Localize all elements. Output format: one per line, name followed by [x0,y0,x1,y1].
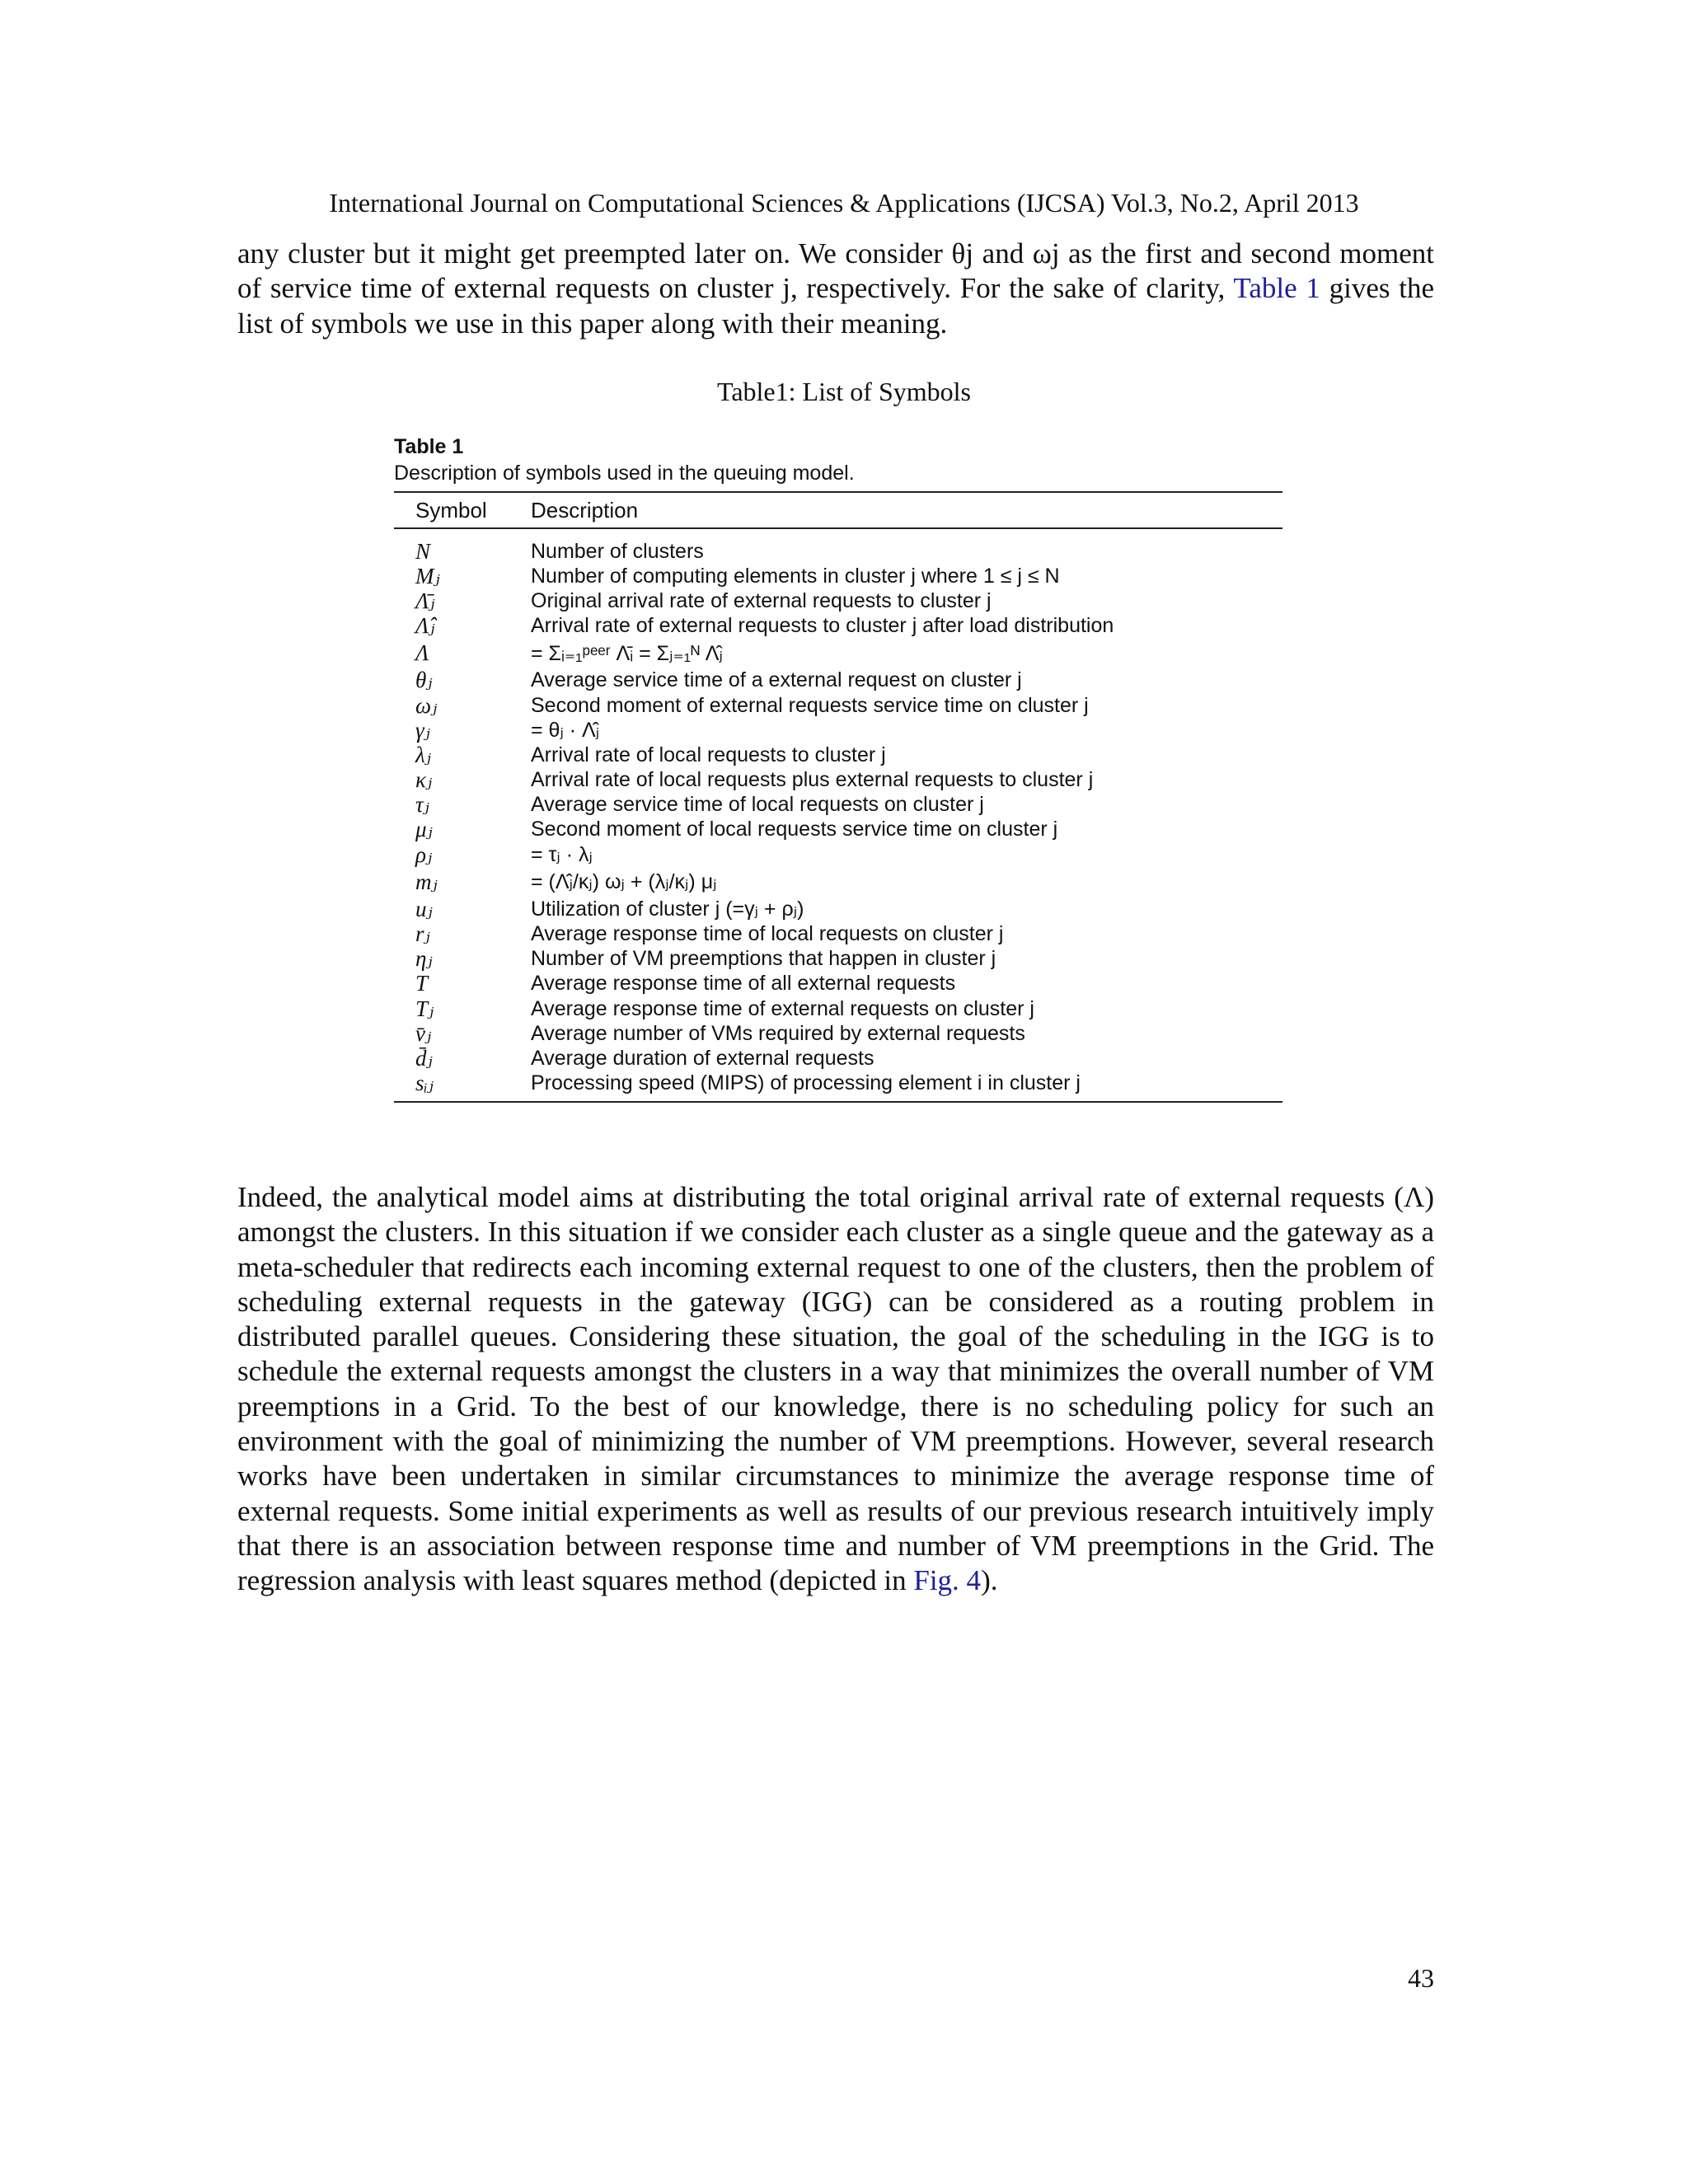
table-row [394,842,1282,867]
table-row [394,1071,1282,1096]
paragraph-intro [237,237,1434,341]
description-cell: Processing speed (MIPS) of processing element i in cluster j [531,1071,1081,1095]
table-label: Table 1 [394,435,464,458]
header-symbol: Symbol [415,497,487,523]
paragraph-intro-text-b: gives the list of symbols we use in this paper along with their meaning. [237,272,1434,340]
table-row [394,1021,1282,1046]
table-bottom-rule [394,1101,1282,1103]
table-row [394,768,1282,793]
description-cell: Average service time of a external request on cluster j [531,668,1022,692]
symbol-cell: v̄ⱼ [415,1020,432,1046]
description-cell: Arrival rate of local requests to cluster j [531,743,886,766]
paragraph-intro-text-a: any cluster but it might get preempted later on. We consider θj and ωj as the first and second moment of service time of external requests on cluster j, respectively. For the sake of clarity, [237,237,1434,305]
table-row [394,921,1282,946]
description-cell: = Σᵢ₌₁ᵖᵉᵉʳ Λ̄ᵢ = Σⱼ₌₁ᴺ Λ̂ⱼ [531,641,723,665]
table-row [394,564,1282,588]
table-caption: Table1: List of Symbols [717,377,971,406]
symbol-cell: mⱼ [415,869,438,894]
description-cell: Number of computing elements in cluster j where 1 ≤ j ≤ N [531,564,1060,588]
description-cell: Arrival rate of local requests plus external requests to cluster j [531,768,1094,792]
symbol-cell: ωⱼ [415,692,438,718]
table-row [394,743,1282,767]
table-row [394,588,1282,613]
table-row [394,668,1282,693]
table-row [394,897,1282,921]
table-row [394,793,1282,818]
symbol-cell: Tⱼ [415,996,434,1021]
symbol-cell: sᵢⱼ [415,1071,434,1096]
table-row [394,718,1282,743]
description-cell: Average response time of local requests on cluster j [531,922,1004,946]
table-body [394,529,1282,1101]
symbol-cell: N [415,538,431,564]
symbol-cell: uⱼ [415,896,433,921]
symbol-cell: Λ [415,640,429,666]
table-row [394,972,1282,996]
symbol-cell: Λ̄ⱼ [415,588,435,613]
description-cell: Original arrival rate of external requests to cluster j [531,588,992,612]
description-cell: Number of VM preemptions that happen in cluster j [531,947,996,971]
paragraph-body-text-a: Indeed, the analytical model aims at distributing the total original arrival rate of external requests (Λ) amongst the clusters. In this situation if we consider each cluster as a single queue and the gateway as a meta-scheduler that redirects each incoming external request to one of the clusters, then the problem of scheduling external requests in the gateway (IGG) can be considered as a routing problem in distributed parallel queues. Considering these situation, the goal of the scheduling in the IGG is to schedule the external requests amongst the clusters in a way that minimizes the overall number of VM preemptions in a Grid. To the best of our knowledge, there is no scheduling policy for such an environment with the goal of minimizing the number of VM preemptions. However, several research works have been undertaken in similar circumstances to minimize the average response time of external requests. Some initial experiments as well as results of our previous research intuitively imply that there is an association between response time and number of VM preemptions in the Grid. The regression analysis with least squares method (depicted in [237,1181,1434,1597]
symbol-cell: Λ̂ⱼ [415,613,435,639]
symbol-cell: T [415,971,429,996]
description-cell: = θⱼ · Λ̂ⱼ [531,719,600,743]
symbol-cell: λⱼ [415,742,431,767]
table-row [394,996,1282,1021]
table-row [394,818,1282,842]
symbol-cell: τⱼ [415,792,429,818]
description-cell: Number of clusters [531,539,704,563]
paragraph-body-text-b: ). [981,1564,998,1597]
page-number: 43 [1408,1963,1434,1993]
description-cell: Second moment of local requests service time on cluster j [531,818,1058,841]
symbol-cell: rⱼ [415,921,430,947]
table-row [394,539,1282,564]
paragraph-body [237,1180,1434,1599]
table-row [394,614,1282,639]
table-title: Description of symbols used in the queuing model. [394,462,855,485]
figure-4-link[interactable]: Fig. 4 [913,1564,982,1597]
running-header: International Journal on Computational Sciences & Applications (IJCSA) Vol.3, No.2, April 2013 [329,188,1359,218]
symbol-cell: θⱼ [415,668,433,693]
symbol-cell: d̄ⱼ [415,1045,433,1071]
description-cell: Arrival rate of external requests to cluster j after load distribution [531,614,1114,638]
description-cell: Average service time of local requests on cluster j [531,793,984,817]
description-cell: Utilization of cluster j (=γⱼ + ρⱼ) [531,898,804,921]
description-cell: Average response time of external requests on cluster j [531,996,1034,1020]
symbol-cell: Mⱼ [415,563,440,588]
symbol-cell: γⱼ [415,717,430,743]
symbol-cell: μⱼ [415,817,433,842]
table-row [394,947,1282,972]
symbols-table-figure [394,434,1282,1103]
header-description: Description [531,497,639,523]
description-cell: Average number of VMs required by external requests [531,1021,1025,1045]
description-cell: Second moment of external requests service time on cluster j [531,693,1089,717]
description-cell: = τⱼ · λⱼ [531,843,593,867]
table-row [394,639,1282,668]
symbol-cell: ηⱼ [415,946,433,972]
symbol-cell: κⱼ [415,767,433,793]
symbol-cell: ρⱼ [415,841,433,867]
table-row [394,1046,1282,1071]
table-row [394,693,1282,718]
table-1-link[interactable]: Table 1 [1233,272,1320,305]
table-row [394,867,1282,897]
description-cell: = (Λ̂ⱼ/κⱼ) ωⱼ + (λⱼ/κⱼ) μⱼ [531,870,717,894]
description-cell: Average duration of external requests [531,1046,874,1070]
description-cell: Average response time of all external requests [531,972,956,996]
table-header-row [394,493,1282,527]
